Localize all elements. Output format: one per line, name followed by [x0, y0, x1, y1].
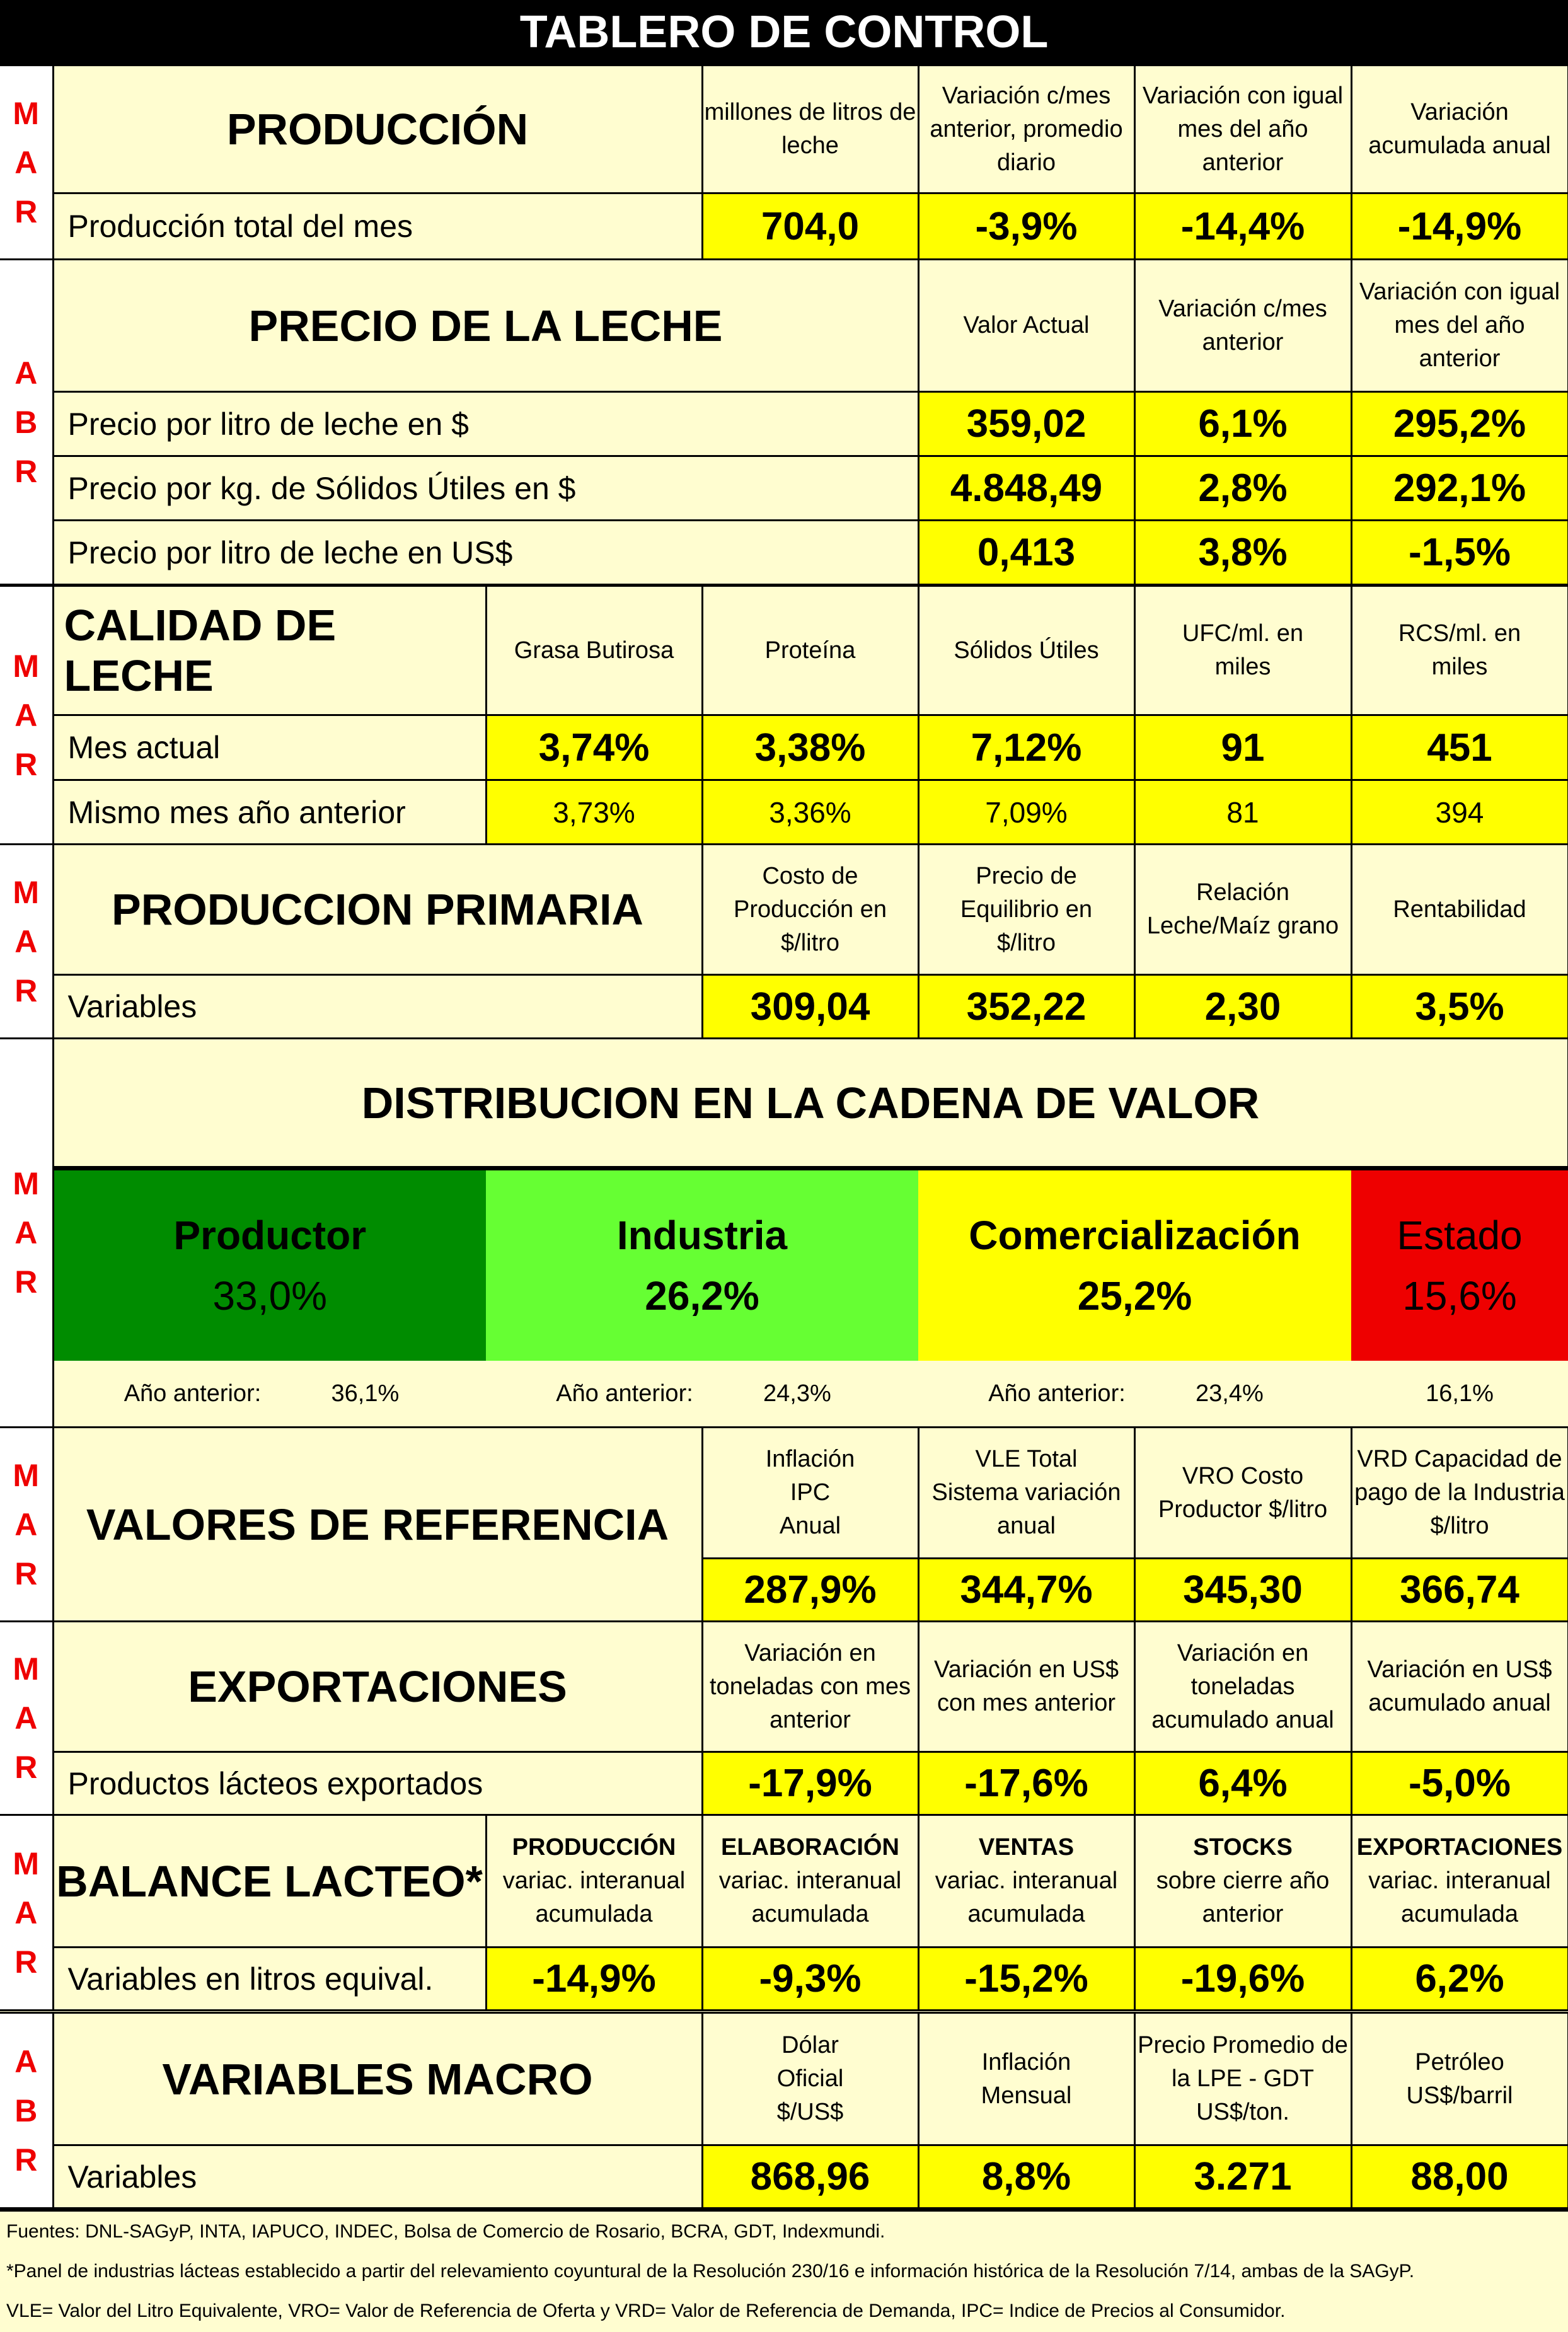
column-header: Variación en toneladas acumulado anual — [1134, 1622, 1351, 1752]
month-marker: M A R — [0, 66, 53, 260]
row-label: Precio por litro de leche en $ — [53, 392, 918, 456]
column-header: Precio Promedio de la LPE - GDT US$/ton. — [1134, 2013, 1351, 2145]
previous-year-label: Año anterior: — [988, 1380, 1126, 1407]
footer-glossary: VLE= Valor del Litro Equivalente, VRO= Valor de Referencia de Oferta y VRD= Valor de Referencia de Demanda, IPC= Indice de Precios al Consumidor. — [6, 2300, 1286, 2321]
month-marker: M A R — [0, 1428, 53, 1622]
value-cell: 394 — [1351, 780, 1568, 845]
value-cell: -19,6% — [1134, 1948, 1351, 2011]
previous-year — [1351, 1361, 1568, 1428]
value-cell: -5,0% — [1351, 1752, 1568, 1815]
column-header: VLE Total Sistema variación anual — [918, 1428, 1134, 1559]
value-cell: 4.848,49 — [918, 456, 1134, 521]
exportaciones-section — [0, 1620, 1568, 1816]
value-cell: 6,4% — [1134, 1752, 1351, 1815]
column-header: Rentabilidad — [1351, 845, 1568, 975]
value-cell: 3,36% — [702, 780, 918, 845]
column-header: UFC/ml. en miles — [1134, 586, 1351, 715]
row-label: Producción total del mes — [53, 193, 702, 260]
distribution-industria — [486, 1169, 918, 1361]
column-header: Variación acumulada anual — [1351, 66, 1568, 193]
value-cell: -3,9% — [918, 193, 1134, 260]
column-header: ELABORACIÓN variac. interanual acumulada — [702, 1815, 918, 1948]
column-header: Valor Actual — [918, 260, 1134, 392]
value-cell: 451 — [1351, 715, 1568, 780]
value-cell: 359,02 — [918, 392, 1134, 456]
value-cell: 2,8% — [1134, 456, 1351, 521]
column-header: STOCKS sobre cierre año anterior — [1134, 1815, 1351, 1948]
section-title: VARIABLES MACRO — [53, 2013, 702, 2145]
value-cell: 3,74% — [486, 715, 702, 780]
distribution-estado — [1351, 1169, 1568, 1361]
previous-year — [918, 1361, 1351, 1428]
referencia-section — [0, 1426, 1568, 1622]
value-cell: 287,9% — [702, 1559, 918, 1622]
distribution-name: Estado — [1397, 1212, 1523, 1258]
month-marker: M A R — [0, 845, 53, 1039]
distribution-name: Comercialización — [969, 1212, 1301, 1258]
footer-panel-note: *Panel de industrias lácteas establecido a partir del relevamiento coyuntural de la Resolución 230/16 e información histórica de la Resolución 7/14, ambas de la SAGyP. — [6, 2261, 1415, 2282]
value-cell: 3,38% — [702, 715, 918, 780]
row-label: Mes actual — [53, 715, 486, 780]
value-cell: -14,9% — [1351, 193, 1568, 260]
column-header: millones de litros de leche — [702, 66, 918, 193]
column-header: Proteína — [702, 586, 918, 715]
column-header: VRD Capacidad de pago de la Industria $/litro — [1351, 1428, 1568, 1559]
value-cell: -15,2% — [918, 1948, 1134, 2011]
column-header: Variación con igual mes del año anterior — [1134, 66, 1351, 193]
month-marker: M A R — [0, 1039, 53, 1428]
distribution-productor — [53, 1169, 486, 1361]
page-title: TABLERO DE CONTROL — [0, 0, 1568, 64]
value-cell: 3,5% — [1351, 975, 1568, 1039]
column-header: VENTAS variac. interanual acumulada — [918, 1815, 1134, 1948]
value-cell: 81 — [1134, 780, 1351, 845]
previous-year-value: 36,1% — [331, 1380, 400, 1407]
section-title: DISTRIBUCION EN LA CADENA DE VALOR — [53, 1039, 1568, 1169]
row-label: Variables — [53, 975, 702, 1039]
distribution-value: 33,0% — [212, 1273, 327, 1319]
value-cell: 6,1% — [1134, 392, 1351, 456]
row-label: Variables en litros equival. — [53, 1948, 486, 2011]
precio-section — [0, 258, 1568, 586]
column-header: PRODUCCIÓN variac. interanual acumulada — [486, 1815, 702, 1948]
previous-year-label: Año anterior: — [556, 1380, 693, 1407]
value-cell: 0,413 — [918, 521, 1134, 585]
value-cell: -14,4% — [1134, 193, 1351, 260]
month-marker: A B R — [0, 260, 53, 585]
value-cell: 345,30 — [1134, 1559, 1351, 1622]
value-cell: 6,2% — [1351, 1948, 1568, 2011]
column-header: Variación en US$ con mes anterior — [918, 1622, 1134, 1752]
column-header: Inflación IPC Anual — [702, 1428, 918, 1559]
value-cell: 7,09% — [918, 780, 1134, 845]
primaria-section — [0, 843, 1568, 1039]
column-header: Precio de Equilibrio en $/litro — [918, 845, 1134, 975]
row-label: Productos lácteos exportados — [53, 1752, 702, 1815]
distribution-name: Productor — [173, 1212, 367, 1258]
distribution-comercializacion — [918, 1169, 1351, 1361]
section-title: CALIDAD DE LECHE — [53, 586, 486, 715]
calidad-section — [0, 585, 1568, 845]
value-cell: 309,04 — [702, 975, 918, 1039]
section-title: VALORES DE REFERENCIA — [53, 1428, 702, 1622]
month-marker: M A R — [0, 1815, 53, 2011]
previous-year — [53, 1361, 486, 1428]
value-cell: 7,12% — [918, 715, 1134, 780]
month-marker: M A R — [0, 1622, 53, 1815]
value-cell: 3,8% — [1134, 521, 1351, 585]
column-header: Relación Leche/Maíz grano — [1134, 845, 1351, 975]
value-cell: 704,0 — [702, 193, 918, 260]
previous-year-value: 24,3% — [763, 1380, 831, 1407]
row-label: Variables — [53, 2145, 702, 2208]
value-cell: 344,7% — [918, 1559, 1134, 1622]
distribution-value: 15,6% — [1402, 1273, 1517, 1319]
distribution-value: 25,2% — [1077, 1273, 1192, 1319]
column-header: Sólidos Útiles — [918, 586, 1134, 715]
column-header: RCS/ml. en miles — [1351, 586, 1568, 715]
column-header: Petróleo US$/barril — [1351, 2013, 1568, 2145]
row-label: Precio por litro de leche en US$ — [53, 521, 918, 585]
previous-year-value: 23,4% — [1196, 1380, 1264, 1407]
section-title: PRODUCCIÓN — [53, 66, 702, 193]
footer-notes — [0, 2207, 1568, 2332]
column-header: Dólar Oficial $/US$ — [702, 2013, 918, 2145]
column-header: EXPORTACIONES variac. interanual acumulada — [1351, 1815, 1568, 1948]
value-cell: 91 — [1134, 715, 1351, 780]
row-label: Mismo mes año anterior — [53, 780, 486, 845]
column-header: Variación en toneladas con mes anterior — [702, 1622, 918, 1752]
macro-section — [0, 2012, 1568, 2209]
produccion-section — [0, 64, 1568, 260]
value-cell: 8,8% — [918, 2145, 1134, 2208]
value-cell: 292,1% — [1351, 456, 1568, 521]
value-cell: -17,6% — [918, 1752, 1134, 1815]
distribution-value: 26,2% — [645, 1273, 759, 1319]
previous-year-label: Año anterior: — [124, 1380, 262, 1407]
month-marker: M A R — [0, 586, 53, 845]
row-label: Precio por kg. de Sólidos Útiles en $ — [53, 456, 918, 521]
column-header: Costo de Producción en $/litro — [702, 845, 918, 975]
value-cell: 2,30 — [1134, 975, 1351, 1039]
section-title: PRECIO DE LA LECHE — [53, 260, 918, 392]
column-header: Variación en US$ acumulado anual — [1351, 1622, 1568, 1752]
distribution-name: Industria — [616, 1212, 788, 1258]
value-cell: 3,73% — [486, 780, 702, 845]
value-cell: 366,74 — [1351, 1559, 1568, 1622]
footer-sources: Fuentes: DNL-SAGyP, INTA, IAPUCO, INDEC, Bolsa de Comercio de Rosario, BCRA, GDT, Indexmundi. — [6, 2221, 885, 2242]
previous-year-value: 16,1% — [1426, 1380, 1494, 1407]
distribucion-section — [0, 1037, 1568, 1428]
column-header: Grasa Butirosa — [486, 586, 702, 715]
section-title: PRODUCCION PRIMARIA — [53, 845, 702, 975]
value-cell: 295,2% — [1351, 392, 1568, 456]
section-title: BALANCE LACTEO* — [53, 1815, 486, 1948]
value-cell: -17,9% — [702, 1752, 918, 1815]
value-cell: -1,5% — [1351, 521, 1568, 585]
column-header: Variación con igual mes del año anterior — [1351, 260, 1568, 392]
column-header: Variación c/mes anterior, promedio diario — [918, 66, 1134, 193]
value-cell: -9,3% — [702, 1948, 918, 2011]
month-marker: A B R — [0, 2013, 53, 2208]
value-cell: -14,9% — [486, 1948, 702, 2011]
value-cell: 88,00 — [1351, 2145, 1568, 2208]
section-title: EXPORTACIONES — [53, 1622, 702, 1752]
value-cell: 3.271 — [1134, 2145, 1351, 2208]
previous-year — [486, 1361, 918, 1428]
balance-section — [0, 1814, 1568, 2011]
value-cell: 868,96 — [702, 2145, 918, 2208]
value-cell: 352,22 — [918, 975, 1134, 1039]
column-header: VRO Costo Productor $/litro — [1134, 1428, 1351, 1559]
column-header: Inflación Mensual — [918, 2013, 1134, 2145]
column-header: Variación c/mes anterior — [1134, 260, 1351, 392]
